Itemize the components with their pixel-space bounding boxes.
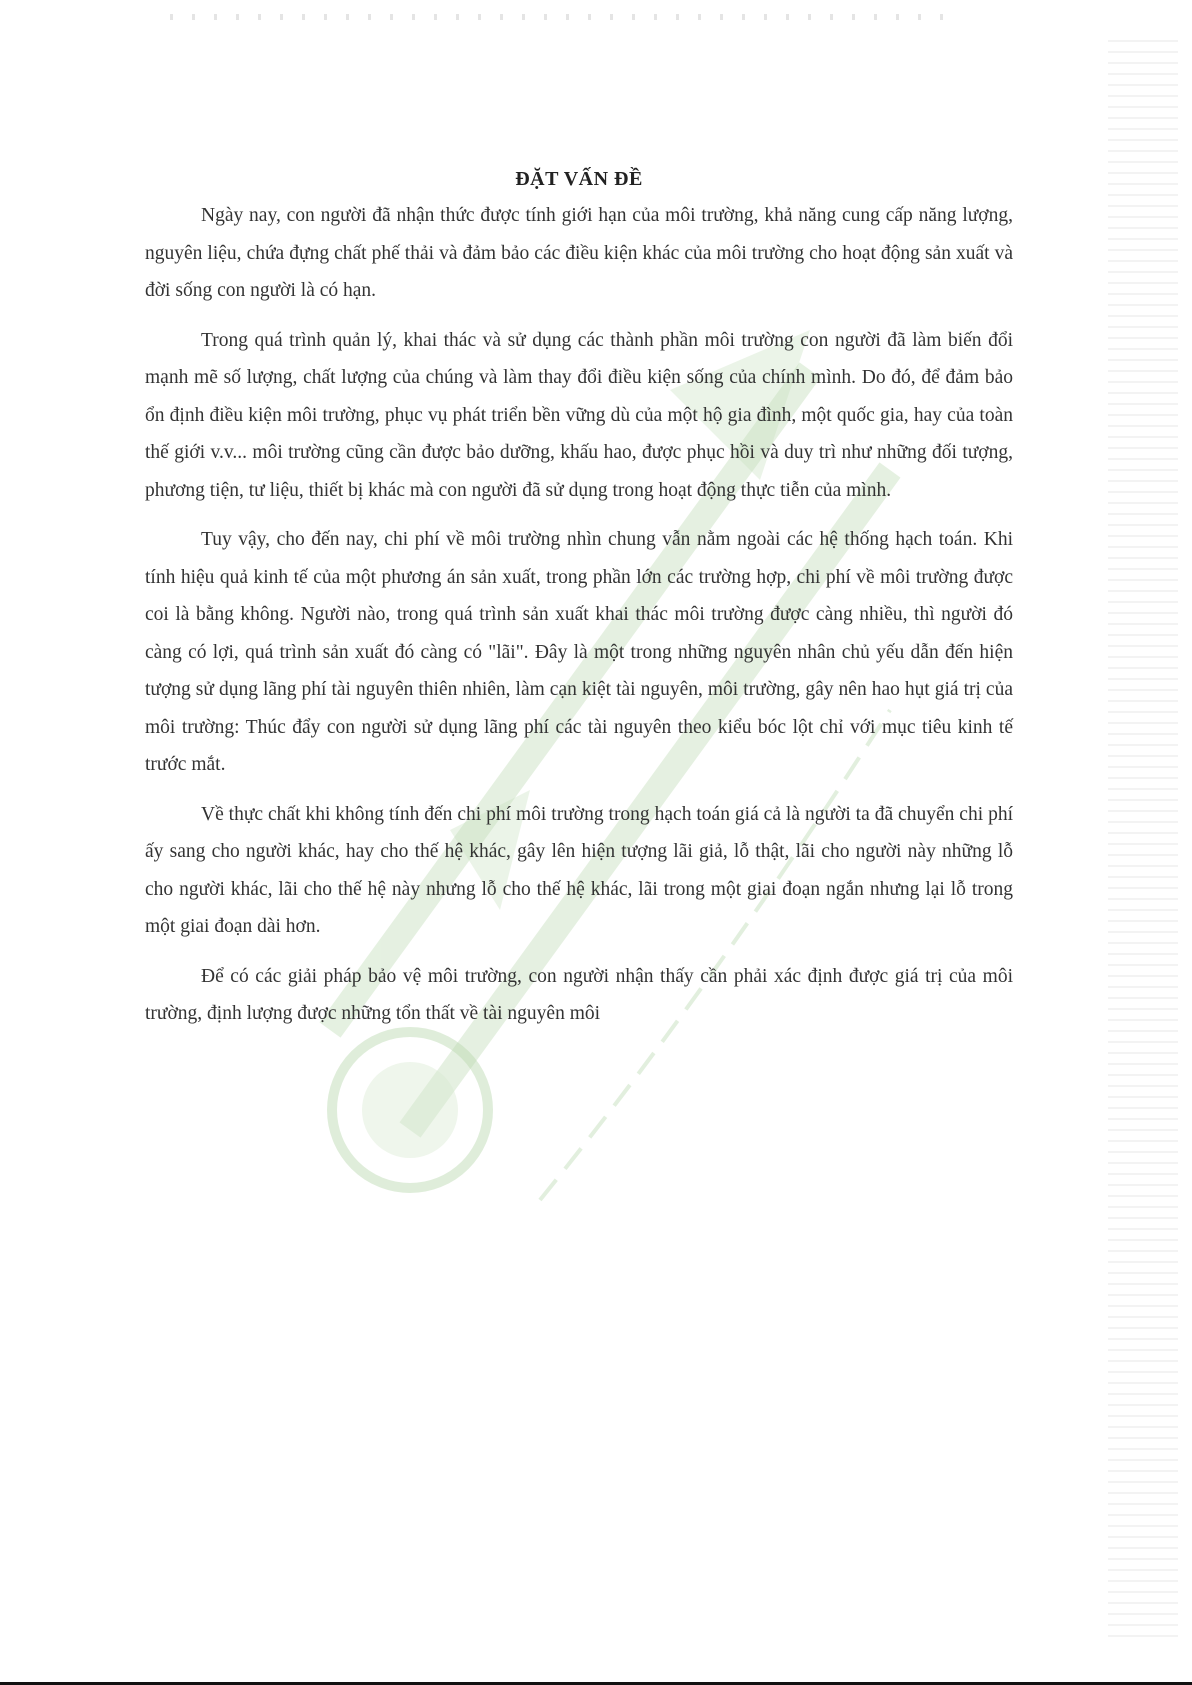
document-title: ĐẶT VẤN ĐỀ: [515, 168, 643, 190]
paragraph-3: Tuy vậy, cho đến nay, chi phí về môi trường nhìn chung vẫn nằm ngoài các hệ thống hạch toán. Khi tính hiệu quả kinh tế của một phương án sản xuất, trong phần lớn các trường hợp, chi phí về môi trường được coi là bằng không. Người nào, trong quá trình sản xuất khai thác môi trường được càng nhiều, thì người đó càng có lợi, quá trình sản xuất đó càng có "lãi". Đây là một trong những nguyên nhân chủ yếu dẫn đến hiện tượng sử dụng lãng phí tài nguyên thiên nhiên, làm cạn kiệt tài nguyên, môi trường, gây nên hao hụt giá trị của môi trường: Thúc đẩy con người sử dụng lãng phí các tài nguyên theo kiểu bóc lột chỉ với mục tiêu kinh tế trước mắt.: [145, 529, 1013, 775]
paragraph-5: Để có các giải pháp bảo vệ môi trường, con người nhận thấy cần phải xác định được giá trị của môi trường, định lượng được những tổn thất về tài nguyên môi: [145, 965, 1013, 1024]
paragraph-2: Trong quá trình quản lý, khai thác và sử dụng các thành phần môi trường con người đã làm biến đổi mạnh mẽ số lượng, chất lượng của chúng và làm thay đổi điều kiện sống của chính mình. Do đó, để đảm bảo ổn định điều kiện môi trường, phục vụ phát triển bền vững dù của một hộ gia đình, một quốc gia, hay của toàn thế giới v.v... môi trường cũng cần được bảo dưỡng, khấu hao, được phục hồi và duy trì như những đối tượng, phương tiện, tư liệu, thiết bị khác mà con người đã sử dụng trong hoạt động thực tiễn của mình.: [145, 329, 1013, 501]
scan-noise-top: [170, 14, 950, 20]
scan-noise-right-edge: [1108, 40, 1178, 1640]
document-page: [145, 168, 1013, 1045]
paragraph-4: Về thực chất khi không tính đến chi phí môi trường trong hạch toán giá cả là người ta đã chuyển chi phí ấy sang cho người khác, hay cho thế hệ khác, gây lên hiện tượng lãi giả, lỗ thật, lãi cho người này những lỗ cho người khác, lãi cho thế hệ này nhưng lỗ cho thế hệ khác, lãi trong một giai đoạn ngắn nhưng lại lỗ trong một giai đoạn dài hơn.: [145, 803, 1013, 937]
paragraph-1: Ngày nay, con người đã nhận thức được tính giới hạn của môi trường, khả năng cung cấp năng lượng, nguyên liệu, chứa đựng chất phế thải và đảm bảo các điều kiện khác của môi trường cho hoạt động sản xuất và đời sống con người là có hạn.: [145, 205, 1013, 301]
